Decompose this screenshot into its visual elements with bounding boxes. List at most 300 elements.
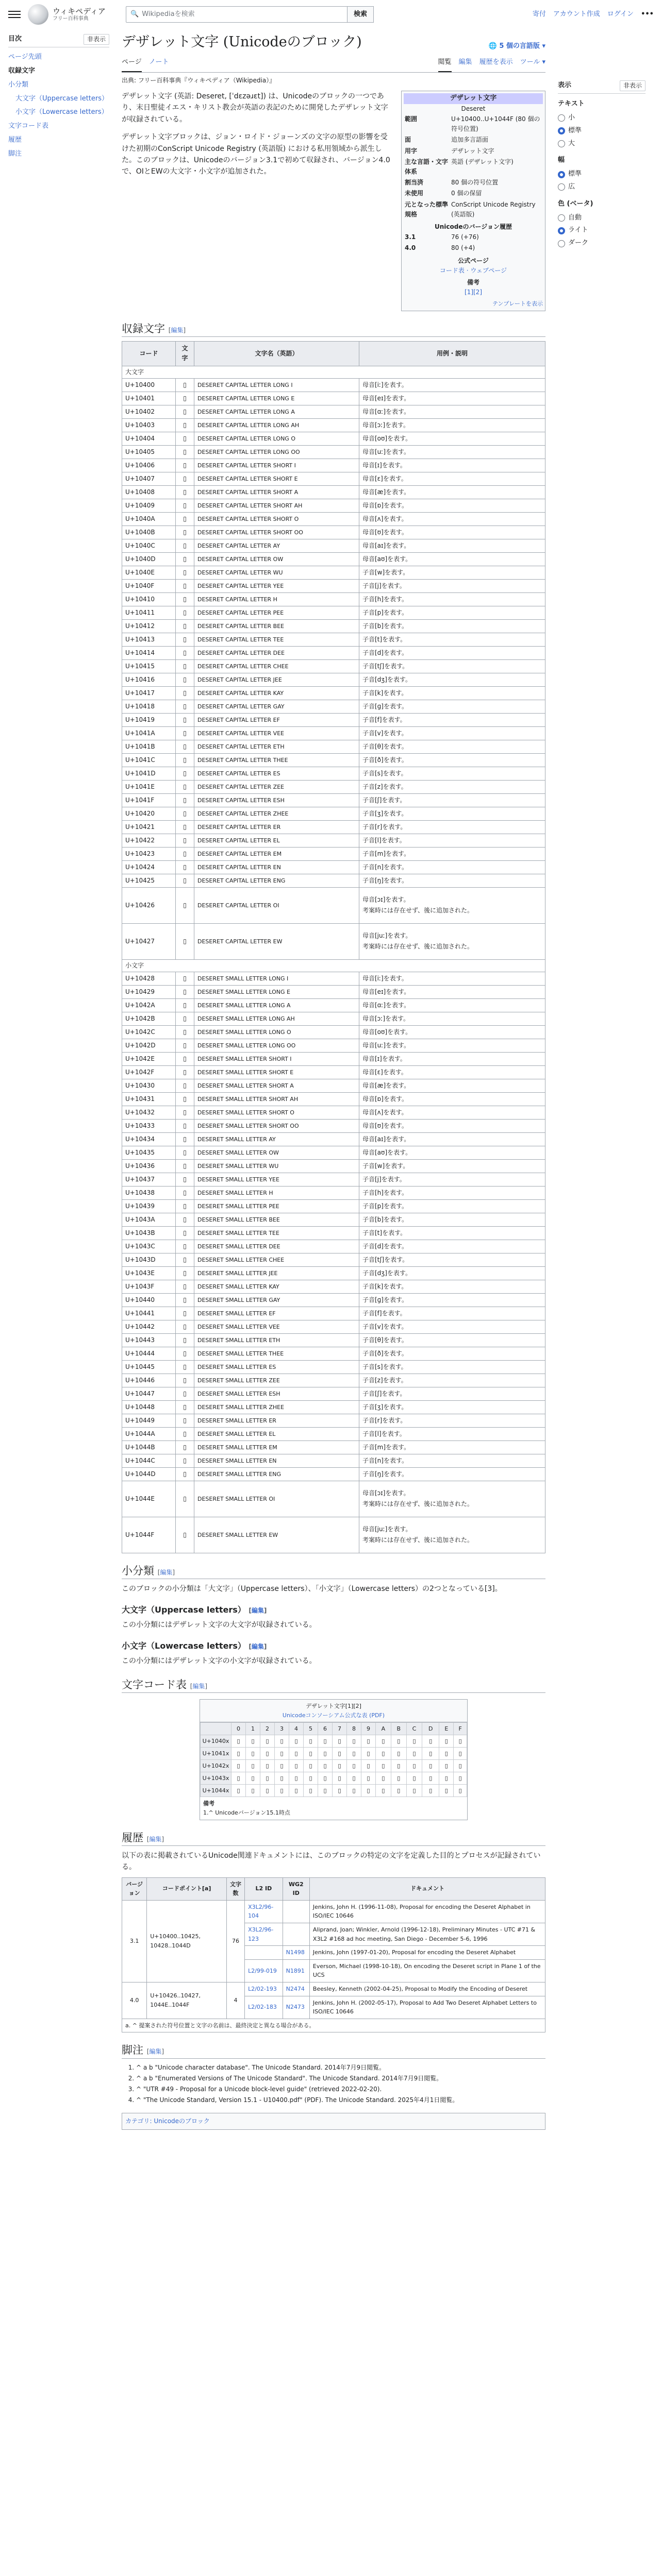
table-row (122, 1092, 545, 1106)
char-code: U+10404 (122, 432, 176, 445)
char-desc: 子音[ʃ]を表す。 (359, 793, 545, 807)
table-row (122, 700, 545, 713)
chart-cell: ▯ (260, 1772, 275, 1785)
char-code: U+10445 (122, 1360, 176, 1374)
char-glyph: ▯ (176, 1146, 194, 1159)
table-row (122, 793, 545, 807)
table-row (122, 592, 545, 606)
chart-col-header: D (422, 1723, 439, 1735)
infobox-official-label: 公式ページ (458, 257, 489, 264)
chart-cell: ▯ (406, 1760, 422, 1772)
char-desc: 母音[uː]を表す。 (359, 445, 545, 459)
char-glyph: ▯ (176, 1012, 194, 1025)
char-glyph: ▯ (176, 405, 194, 418)
chart-cell: ▯ (376, 1748, 391, 1760)
table-row (122, 1266, 545, 1280)
table-row (122, 405, 545, 418)
table-row (122, 1517, 545, 1553)
char-code: U+10401 (122, 392, 176, 405)
char-desc: 子音[b]を表す。 (359, 619, 545, 633)
chart-cell: ▯ (347, 1772, 361, 1785)
edit-link[interactable]: 編集 (251, 1642, 264, 1650)
char-glyph: ▯ (176, 726, 194, 740)
tab-read[interactable]: 閲覧 (438, 54, 452, 72)
char-code: U+10434 (122, 1132, 176, 1146)
site-logo[interactable] (28, 4, 110, 25)
char-code: U+10417 (122, 686, 176, 700)
char-desc: 子音[z]を表す。 (359, 1374, 545, 1387)
login-link[interactable]: ログイン (607, 10, 634, 18)
hist-wg2[interactable]: N1498 (283, 1946, 309, 1960)
char-name: DESERET CAPITAL LETTER DEE (194, 646, 359, 659)
chart-cell: ▯ (246, 1772, 260, 1785)
char-code: U+1041B (122, 740, 176, 753)
char-code: U+10419 (122, 713, 176, 726)
text-size-standard[interactable]: 標準 (558, 125, 646, 138)
chart-cell: ▯ (406, 1748, 422, 1760)
edit-link[interactable]: 編集 (149, 1835, 162, 1843)
char-glyph: ▯ (176, 1253, 194, 1266)
char-desc: 母音[ɑː]を表す。 (359, 998, 545, 1012)
char-code: U+1044E (122, 1481, 176, 1517)
table-row (122, 1454, 545, 1467)
menu-icon[interactable] (8, 11, 21, 18)
table-row (122, 807, 545, 820)
char-code: U+10446 (122, 1374, 176, 1387)
char-desc: 子音[ʒ]を表す。 (359, 807, 545, 820)
chart-cell: ▯ (318, 1748, 333, 1760)
char-glyph: ▯ (176, 1427, 194, 1440)
char-desc: 子音[t]を表す。 (359, 633, 545, 646)
char-name: DESERET CAPITAL LETTER THEE (194, 753, 359, 767)
chart-cell: ▯ (454, 1760, 467, 1772)
table-row (122, 753, 545, 767)
char-glyph: ▯ (176, 459, 194, 472)
char-name: DESERET CAPITAL LETTER LONG OO (194, 445, 359, 459)
char-glyph: ▯ (176, 1454, 194, 1467)
chart-cell: ▯ (333, 1772, 347, 1785)
char-glyph: ▯ (176, 1266, 194, 1280)
table-row (122, 512, 545, 526)
char-glyph: ▯ (176, 686, 194, 700)
table-row (122, 659, 545, 673)
language-button[interactable]: 🌐 5 個の言語版 ▾ (488, 42, 545, 50)
table-row (122, 539, 545, 552)
char-code: U+1040B (122, 526, 176, 539)
char-name: DESERET SMALL LETTER BEE (194, 1213, 359, 1226)
table-row (122, 2019, 545, 2032)
chart-cell: ▯ (391, 1760, 406, 1772)
chart-cell: ▯ (361, 1772, 376, 1785)
infobox-row: 未使用 0 個の保留 (405, 190, 482, 197)
char-glyph: ▯ (176, 1240, 194, 1253)
chart-col-header: 4 (289, 1723, 304, 1735)
table-row (122, 713, 545, 726)
col-name[interactable]: 文字名（英語） (194, 342, 359, 366)
char-name: DESERET CAPITAL LETTER CHEE (194, 659, 359, 673)
chart-cell: ▯ (231, 1735, 246, 1748)
chart-cell: ▯ (289, 1735, 304, 1748)
search-input[interactable] (126, 6, 347, 23)
site-header (0, 0, 662, 29)
char-glyph: ▯ (176, 526, 194, 539)
chart-cell: ▯ (304, 1760, 318, 1772)
chart-row-header: U+1042x (201, 1760, 231, 1772)
category-link[interactable]: カテゴリ: Unicodeのブロック (125, 2117, 210, 2125)
chart-cell: ▯ (376, 1735, 391, 1748)
char-desc: 子音[v]を表す。 (359, 1320, 545, 1333)
char-desc: 母音[iː]を表す。 (359, 378, 545, 392)
char-name: DESERET SMALL LETTER LONG O (194, 1025, 359, 1039)
chart-cell: ▯ (422, 1735, 439, 1748)
char-glyph: ▯ (176, 1280, 194, 1293)
char-code: U+1041C (122, 753, 176, 767)
char-desc: 子音[m]を表す。 (359, 847, 545, 860)
chart-cell: ▯ (391, 1748, 406, 1760)
toc-item-top[interactable]: ページ先頭 (8, 53, 42, 61)
char-desc: 子音[t]を表す。 (359, 1226, 545, 1240)
chart-row (201, 1748, 467, 1760)
hist-col-count: 文字数 (227, 1877, 245, 1900)
chart-col-header: C (406, 1723, 422, 1735)
char-code: U+1040A (122, 512, 176, 526)
hist-wg2[interactable]: N2474 (283, 1982, 309, 1996)
infobox-row: 割当済 80 個の符号位置 (405, 179, 499, 187)
table-row (122, 1240, 545, 1253)
table-row (122, 619, 545, 633)
char-name: DESERET SMALL LETTER KAY (194, 1280, 359, 1293)
chart-cell: ▯ (361, 1735, 376, 1748)
infobox (401, 91, 545, 311)
char-glyph: ▯ (176, 874, 194, 887)
char-code: U+1044C (122, 1454, 176, 1467)
chart-cell: ▯ (422, 1748, 439, 1760)
table-row (122, 1900, 545, 1923)
toc-item-refs[interactable]: 脚注 (8, 149, 22, 158)
hist-doc: Aliprand, Joan; Winkler, Arnold (1996-12-18), Preliminary Minutes - UTC #71 & X3L2 #168 ad hoc meeting, San Diego - December 5-6, 1996 (309, 1923, 545, 1946)
infobox-version-row: 4.0 80 (+4) (405, 244, 475, 252)
char-code: U+1040E (122, 566, 176, 579)
char-code: U+1044A (122, 1427, 176, 1440)
char-name: DESERET CAPITAL LETTER LONG A (194, 405, 359, 418)
tab-talk[interactable]: ノート (148, 58, 169, 66)
tab-page[interactable]: ページ (122, 54, 142, 72)
char-desc: 子音[w]を表す。 (359, 1159, 545, 1173)
col-code[interactable]: コード (122, 342, 176, 366)
infobox-official-links[interactable]: コード表 · ウェブページ (439, 266, 507, 274)
char-code: U+1043B (122, 1226, 176, 1240)
char-code: U+10426 (122, 887, 176, 923)
chart-col-header: 5 (304, 1723, 318, 1735)
more-options-icon[interactable]: ••• (641, 10, 654, 18)
edit-link[interactable]: 編集 (192, 1682, 205, 1690)
chart-official-link[interactable]: Unicodeコンソーシアム公式な表 (PDF) (282, 1711, 385, 1719)
color-dark[interactable]: ダーク (558, 237, 646, 250)
table-row (122, 1982, 545, 1996)
char-code: U+10428 (122, 972, 176, 985)
chart-col-header: A (376, 1723, 391, 1735)
char-code: U+10400 (122, 378, 176, 392)
col-glyph[interactable]: 文字 (176, 342, 194, 366)
table-row (122, 1333, 545, 1347)
char-code: U+10420 (122, 807, 176, 820)
char-code: U+10429 (122, 985, 176, 998)
edit-link[interactable]: 編集 (149, 2048, 162, 2056)
toc-item-lower[interactable]: 小文字（Lowercase letters） (15, 108, 108, 116)
char-desc: 母音[ʌ]を表す。 (359, 512, 545, 526)
chart-cell: ▯ (289, 1748, 304, 1760)
char-name: DESERET CAPITAL LETTER TEE (194, 633, 359, 646)
table-group-row: 大文字 (122, 366, 545, 378)
category-box (122, 2113, 545, 2130)
color-auto[interactable]: 自動 (558, 212, 646, 225)
chart-cell: ▯ (333, 1785, 347, 1797)
char-name: DESERET SMALL LETTER SHORT E (194, 1065, 359, 1079)
text-size-small[interactable]: 小 (558, 112, 646, 125)
char-glyph: ▯ (176, 1400, 194, 1414)
char-code: U+10405 (122, 445, 176, 459)
reference-item: 2. ^ a b "Enumerated Versions of The Unicode Standard". The Unicode Standard. 2014年7月9日閲覧。 (136, 2074, 545, 2083)
appearance-title: 表示 (558, 81, 572, 89)
char-name: DESERET SMALL LETTER ZEE (194, 1374, 359, 1387)
char-desc: 子音[w]を表す。 (359, 566, 545, 579)
chart-cell: ▯ (231, 1772, 246, 1785)
table-row (122, 1414, 545, 1427)
char-desc: 子音[h]を表す。 (359, 592, 545, 606)
tab-edit[interactable]: 編集 (458, 58, 472, 66)
char-code: U+10412 (122, 619, 176, 633)
hist-wg2[interactable]: N2473 (283, 1996, 309, 2019)
color-light[interactable]: ライト (558, 224, 646, 237)
toc-item-chart[interactable]: 文字コード表 (8, 122, 49, 130)
char-desc: 子音[h]を表す。 (359, 1186, 545, 1199)
chart-col-header: B (391, 1723, 406, 1735)
table-row (122, 1186, 545, 1199)
char-name: DESERET CAPITAL LETTER YEE (194, 579, 359, 592)
edit-link[interactable]: 編集 (160, 1568, 173, 1576)
char-code: U+10413 (122, 633, 176, 646)
table-row (122, 1119, 545, 1132)
char-code: U+10407 (122, 472, 176, 485)
char-name: DESERET CAPITAL LETTER EF (194, 713, 359, 726)
char-name: DESERET SMALL LETTER EW (194, 1517, 359, 1553)
table-row (122, 923, 545, 959)
hist-l2[interactable]: L2/02-183 (245, 1996, 283, 2019)
char-name: DESERET SMALL LETTER ZHEE (194, 1400, 359, 1414)
width-standard[interactable]: 標準 (558, 168, 646, 181)
color-label: 色 (ベータ) (558, 199, 593, 208)
chart-cell: ▯ (246, 1735, 260, 1748)
chart-cell: ▯ (439, 1785, 454, 1797)
donate-link[interactable]: 寄付 (532, 10, 546, 18)
char-desc: 母音[ɒ]を表す。 (359, 1092, 545, 1106)
char-name: DESERET SMALL LETTER LONG AH (194, 1012, 359, 1025)
char-code: U+1043E (122, 1266, 176, 1280)
hist-wg2[interactable]: N1891 (283, 1959, 309, 1982)
hist-l2[interactable]: L2/99-019 (245, 1959, 283, 1982)
chart-row (201, 1760, 467, 1772)
char-desc: 母音[oʊ]を表す。 (359, 432, 545, 445)
infobox-row: 面 追加多言語面 (405, 136, 489, 144)
char-name: DESERET CAPITAL LETTER OI (194, 887, 359, 923)
hist-l2[interactable] (245, 1946, 283, 1960)
char-name: DESERET SMALL LETTER ESH (194, 1387, 359, 1400)
toc-hide-button[interactable]: 非表示 (84, 34, 109, 45)
table-row (122, 445, 545, 459)
char-glyph: ▯ (176, 1440, 194, 1454)
char-name: DESERET SMALL LETTER YEE (194, 1173, 359, 1186)
char-name: DESERET CAPITAL LETTER LONG O (194, 432, 359, 445)
table-row (122, 472, 545, 485)
toc-item-history[interactable]: 履歴 (8, 135, 22, 144)
char-name: DESERET SMALL LETTER CHEE (194, 1253, 359, 1266)
char-name: DESERET SMALL LETTER ETH (194, 1333, 359, 1347)
char-glyph: ▯ (176, 378, 194, 392)
edit-link[interactable]: 編集 (171, 326, 184, 334)
hist-l2[interactable]: X3L2/96-104 (245, 1900, 283, 1923)
char-name: DESERET CAPITAL LETTER ZHEE (194, 807, 359, 820)
char-desc: 子音[dʒ]を表す。 (359, 673, 545, 686)
reference-item: 1. ^ a b "Unicode character database". The Unicode Standard. 2014年7月9日閲覧。 (136, 2063, 545, 2073)
char-code: U+10441 (122, 1307, 176, 1320)
infobox-note[interactable]: [1][2] (465, 289, 482, 296)
chart-col-header: 7 (333, 1723, 347, 1735)
char-code: U+10414 (122, 646, 176, 659)
char-glyph: ▯ (176, 847, 194, 860)
wikipedia-globe-icon (28, 4, 48, 25)
char-name: DESERET SMALL LETTER TEE (194, 1226, 359, 1240)
char-glyph: ▯ (176, 1159, 194, 1173)
toc-item-chars[interactable]: 収録文字 (8, 66, 36, 75)
infobox-row: 主な言語・文字体系 英語 (デザレット文字) (405, 158, 514, 175)
template-link[interactable]: テンプレートを表示 (492, 300, 543, 308)
char-code: U+10439 (122, 1199, 176, 1213)
table-of-contents (8, 29, 109, 2130)
table-row (122, 1025, 545, 1039)
toc-item-subcat[interactable]: 小分類 (8, 80, 29, 89)
char-code: U+10448 (122, 1400, 176, 1414)
char-glyph: ▯ (176, 1173, 194, 1186)
chart-cell: ▯ (347, 1748, 361, 1760)
char-glyph: ▯ (176, 592, 194, 606)
reference-item: 3. ^ "UTR #49 - Proposal for a Unicode block-level guide" (retrieved 2022-02-20). (136, 2084, 545, 2094)
chart-cell: ▯ (454, 1772, 467, 1785)
col-desc[interactable]: 用例・説明 (359, 342, 545, 366)
char-glyph: ▯ (176, 820, 194, 834)
char-desc: 母音[oʊ]を表す。 (359, 1025, 545, 1039)
table-row (122, 392, 545, 405)
search-placeholder: Wikipediaを検索 (142, 10, 195, 18)
hist-l2[interactable]: L2/02-193 (245, 1982, 283, 1996)
chart-cell: ▯ (376, 1785, 391, 1797)
char-code: U+1043F (122, 1280, 176, 1293)
hist-count: 76 (227, 1900, 245, 1982)
char-name: DESERET SMALL LETTER THEE (194, 1347, 359, 1360)
chart-cell: ▯ (454, 1735, 467, 1748)
chart-cell: ▯ (333, 1748, 347, 1760)
table-row (122, 1307, 545, 1320)
table-row (122, 1052, 545, 1065)
char-name: DESERET CAPITAL LETTER ETH (194, 740, 359, 753)
table-row (122, 972, 545, 985)
hist-wg2[interactable] (283, 1923, 309, 1946)
width-wide[interactable]: 広 (558, 181, 646, 194)
char-code: U+10418 (122, 700, 176, 713)
chart-cell: ▯ (422, 1772, 439, 1785)
char-name: DESERET CAPITAL LETTER PEE (194, 606, 359, 619)
char-desc: 母音[aɪ]を表す。 (359, 539, 545, 552)
lower-text: この小分類にはデザレット文字の小文字が収録されている。 (122, 1657, 317, 1666)
char-code: U+1040F (122, 579, 176, 592)
char-desc: 子音[θ]を表す。 (359, 740, 545, 753)
lower-heading: 小文字（Lowercase letters） [編集] (122, 1640, 267, 1651)
text-size-large[interactable]: 大 (558, 138, 646, 150)
char-desc: 子音[tʃ]を表す。 (359, 1253, 545, 1266)
table-row (122, 1012, 545, 1025)
subcat-intro: このブロックの小分類は「大文字」（Uppercase letters）、「小文字」（Lowercase letters）の2つとなっている[3]。 (122, 1585, 502, 1594)
char-desc: 子音[ŋ]を表す。 (359, 1467, 545, 1481)
char-name: DESERET CAPITAL LETTER EN (194, 860, 359, 874)
edit-link[interactable]: 編集 (251, 1606, 264, 1614)
table-row (122, 459, 545, 472)
chart-cell: ▯ (439, 1735, 454, 1748)
char-code: U+10444 (122, 1347, 176, 1360)
tab-tools[interactable]: ツール ▾ (520, 58, 545, 66)
table-row (122, 552, 545, 566)
chart-cell: ▯ (260, 1760, 275, 1772)
tab-history[interactable]: 履歴を表示 (479, 58, 513, 66)
table-row (122, 820, 545, 834)
chart-cell: ▯ (406, 1772, 422, 1785)
char-desc: 子音[r]を表す。 (359, 820, 545, 834)
char-desc: 子音[f]を表す。 (359, 713, 545, 726)
char-glyph: ▯ (176, 1079, 194, 1092)
char-desc: 母音[aɪ]を表す。 (359, 1132, 545, 1146)
toc-item-upper[interactable]: 大文字（Uppercase letters） (15, 94, 109, 103)
char-glyph: ▯ (176, 1307, 194, 1320)
char-code: U+10427 (122, 923, 176, 959)
table-row (122, 646, 545, 659)
user-links (533, 9, 654, 20)
char-glyph: ▯ (176, 1333, 194, 1347)
char-glyph: ▯ (176, 753, 194, 767)
chart-cell: ▯ (260, 1748, 275, 1760)
table-row (122, 847, 545, 860)
hist-wg2[interactable] (283, 1900, 309, 1923)
char-glyph: ▯ (176, 1360, 194, 1374)
char-desc: 子音[d]を表す。 (359, 646, 545, 659)
table-row (122, 1293, 545, 1307)
char-code: U+1042D (122, 1039, 176, 1052)
char-glyph: ▯ (176, 700, 194, 713)
char-code: U+10425 (122, 874, 176, 887)
char-code: U+1042F (122, 1065, 176, 1079)
create-account-link[interactable]: アカウント作成 (553, 10, 600, 18)
table-group-row: 小文字 (122, 959, 545, 972)
chart-cell: ▯ (246, 1748, 260, 1760)
appearance-hide-button[interactable]: 非表示 (620, 80, 646, 91)
hist-l2[interactable]: X3L2/96-123 (245, 1923, 283, 1946)
history-table (122, 1877, 545, 2033)
chart-cell: ▯ (406, 1785, 422, 1797)
intro-paragraph-2: デザレット文字ブロックは、ジョン・ロイド・ジョーンズの文字の原型の影響を受けた初期のConScript Unicode Registry (英語版) における私用領域から派生した。このブロックは、Unicodeのバージョン3.1で初めて収録され、バージョン4.0で、OIとEWの大文字・小文字が追加された。 (122, 133, 390, 176)
char-name: DESERET CAPITAL LETTER WU (194, 566, 359, 579)
char-code: U+1042C (122, 1025, 176, 1039)
char-code: U+10449 (122, 1414, 176, 1427)
search-button[interactable]: 検索 (347, 6, 374, 23)
chart-col-header: 9 (361, 1723, 376, 1735)
code-chart (200, 1699, 468, 1820)
